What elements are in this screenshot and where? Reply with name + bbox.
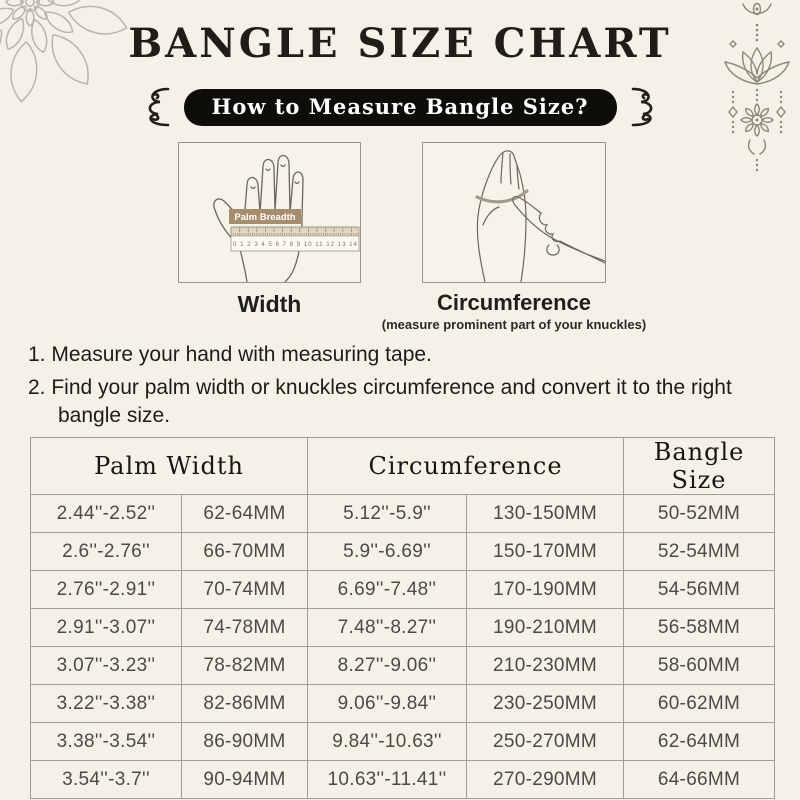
instruction-step-2: 2. Find your palm width or knuckles circumference and convert it to the right bangle size. xyxy=(28,376,732,427)
size-cell: 64-66MM xyxy=(624,761,775,799)
size-cell: 78-82MM xyxy=(182,647,308,685)
svg-text:Palm Breadth: Palm Breadth xyxy=(234,212,296,223)
ruler-icon xyxy=(231,227,359,251)
table-row xyxy=(31,533,775,571)
size-cell: 8.27''-9.06'' xyxy=(308,647,467,685)
size-cell: 74-78MM xyxy=(182,609,308,647)
size-cell: 7.48''-8.27'' xyxy=(308,609,467,647)
size-cell: 9.06''-9.84'' xyxy=(308,685,467,723)
circumference-caption: Circumference xyxy=(436,290,592,315)
hand-width-illustration xyxy=(178,142,361,283)
size-cell: 66-70MM xyxy=(182,533,308,571)
size-cell: 62-64MM xyxy=(182,495,308,533)
size-cell: 90-94MM xyxy=(182,761,308,799)
table-row xyxy=(31,647,775,685)
header-circumference: Circumference xyxy=(308,438,624,495)
size-cell: 9.84''-10.63'' xyxy=(308,723,467,761)
table-row xyxy=(31,609,775,647)
size-cell: 82-86MM xyxy=(182,685,308,723)
size-cell: 6.69''-7.48'' xyxy=(308,571,467,609)
size-cell: 60-62MM xyxy=(624,685,775,723)
size-cell: 2.76''-2.91'' xyxy=(31,571,182,609)
flourish-right-icon xyxy=(629,86,663,128)
size-cell: 56-58MM xyxy=(624,609,775,647)
instructions xyxy=(28,341,776,435)
size-cell: 52-54MM xyxy=(624,533,775,571)
size-table-body xyxy=(31,495,775,799)
size-cell: 2.44''-2.52'' xyxy=(31,495,182,533)
size-cell: 5.9''-6.69'' xyxy=(308,533,467,571)
svg-text:0 1 2 3 4 5 6 7 8 9 10 11 12 1: 0 1 2 3 4 5 6 7 8 9 10 11 12 13 14 xyxy=(233,241,357,248)
page-title: BANGLE SIZE CHART xyxy=(128,20,672,67)
size-cell: 250-270MM xyxy=(467,723,624,761)
header-palm-width: Palm Width xyxy=(31,438,308,495)
size-cell: 58-60MM xyxy=(624,647,775,685)
size-cell: 270-290MM xyxy=(467,761,624,799)
size-cell: 2.91''-3.07'' xyxy=(31,609,182,647)
banner-row xyxy=(0,87,800,127)
size-cell: 62-64MM xyxy=(624,723,775,761)
palm-breadth-label xyxy=(229,209,301,224)
size-cell: 10.63''-11.41'' xyxy=(308,761,467,799)
size-cell: 190-210MM xyxy=(467,609,624,647)
size-cell: 70-74MM xyxy=(182,571,308,609)
size-cell: 3.54''-3.7'' xyxy=(31,761,182,799)
size-cell: 170-190MM xyxy=(467,571,624,609)
size-cell: 54-56MM xyxy=(624,571,775,609)
table-row xyxy=(31,571,775,609)
size-cell: 130-150MM xyxy=(467,495,624,533)
table-header-row xyxy=(31,438,775,495)
size-cell: 50-52MM xyxy=(624,495,775,533)
size-cell: 3.38''-3.54'' xyxy=(31,723,182,761)
size-cell: 3.22''-3.38'' xyxy=(31,685,182,723)
size-cell: 210-230MM xyxy=(467,647,624,685)
banner-pill: How to Measure Bangle Size? xyxy=(184,89,617,126)
table-row xyxy=(31,495,775,533)
knuckle-circumference-illustration xyxy=(422,142,606,283)
size-cell: 150-170MM xyxy=(467,533,624,571)
table-row xyxy=(31,723,775,761)
width-caption: Width xyxy=(237,291,302,317)
size-cell: 2.6''-2.76'' xyxy=(31,533,182,571)
circumference-note: (measure prominent part of your knuckles) xyxy=(381,317,647,332)
flourish-left-icon xyxy=(138,86,172,128)
instruction-step-1: 1. Measure your hand with measuring tape. xyxy=(28,343,432,366)
size-cell: 5.12''-5.9'' xyxy=(308,495,467,533)
header-bangle-size: Bangle Size xyxy=(624,438,775,495)
size-table xyxy=(30,437,775,799)
table-row xyxy=(31,761,775,799)
size-cell: 3.07''-3.23'' xyxy=(31,647,182,685)
size-cell: 230-250MM xyxy=(467,685,624,723)
size-cell: 86-90MM xyxy=(182,723,308,761)
table-row xyxy=(31,685,775,723)
